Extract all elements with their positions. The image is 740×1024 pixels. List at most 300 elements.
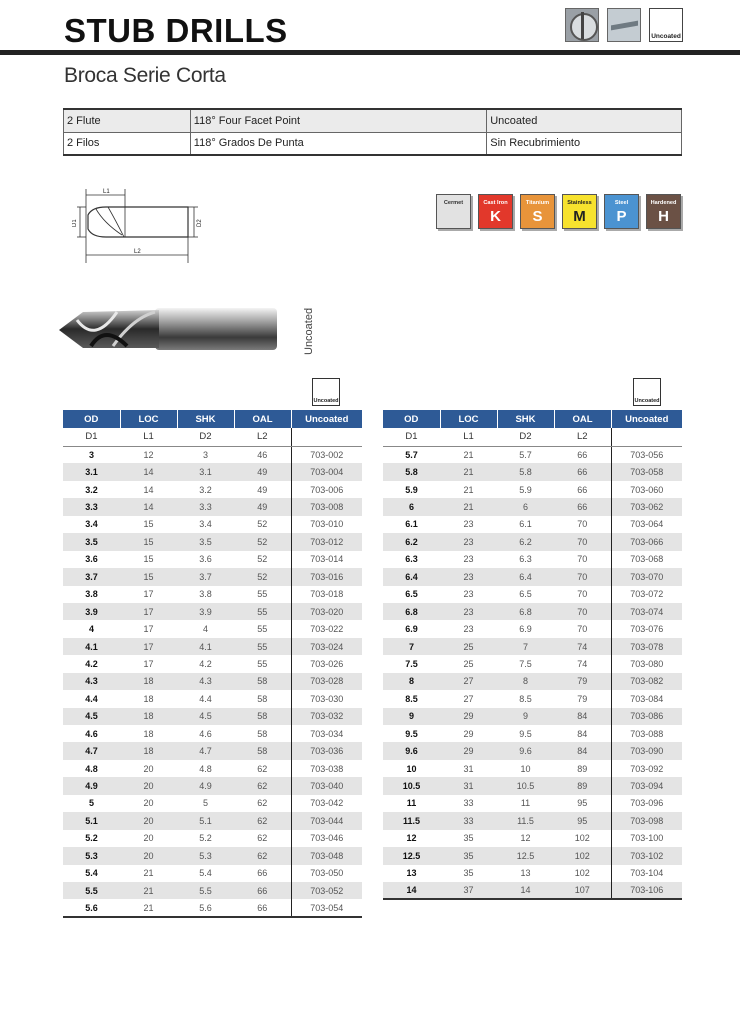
- spec-cell-flutes: 2 Flute: [64, 109, 191, 132]
- cell-loc: 17: [143, 589, 154, 600]
- cell-loc: 14: [143, 484, 154, 495]
- table-row: [63, 481, 362, 498]
- table-row: [383, 586, 682, 603]
- cell-oal: 102: [574, 868, 590, 879]
- table-row: [383, 708, 682, 725]
- cell-oal: 52: [257, 519, 268, 530]
- table-row: [63, 516, 362, 533]
- cell-part-number: 703-006: [291, 481, 362, 498]
- cell-shk: 3.7: [177, 568, 234, 585]
- cell-part-number: 703-054: [291, 899, 362, 916]
- cell-part-number: 703-102: [611, 847, 682, 864]
- table-row: [383, 865, 682, 882]
- table-row: [383, 481, 682, 498]
- table-row: [383, 673, 682, 690]
- cell-loc: 15: [120, 533, 177, 550]
- spec-cell-point: 118° Four Facet Point: [190, 109, 486, 132]
- cell-od: 11: [406, 798, 417, 809]
- cell-loc: 23: [463, 624, 474, 635]
- cell-od: 5.6: [63, 899, 120, 916]
- cell-loc: 23: [463, 589, 474, 600]
- table-row: [383, 830, 682, 847]
- cell-loc: 18: [143, 693, 154, 704]
- cell-od: 5.7: [405, 449, 418, 460]
- diagram-label-l1: L1: [103, 189, 110, 195]
- cell-part-number: 703-038: [291, 760, 362, 777]
- cell-loc: 29: [440, 742, 497, 759]
- cell-part-number: 703-044: [291, 812, 362, 829]
- material-badge-hardened: [646, 194, 681, 229]
- unit-l2: L2: [234, 428, 291, 446]
- cell-od: 13: [406, 868, 417, 879]
- cell-loc: 20: [120, 777, 177, 794]
- material-badge-cermet: [436, 194, 471, 229]
- cell-loc: 20: [120, 847, 177, 864]
- cell-od: 9: [383, 708, 440, 725]
- cell-part-number: 703-034: [291, 725, 362, 742]
- cell-oal: 102: [574, 833, 590, 844]
- table-body: [383, 446, 682, 899]
- header-icons: [565, 8, 683, 42]
- table-row: [383, 603, 682, 620]
- cell-od: 5.9: [405, 484, 418, 495]
- cell-loc: 18: [120, 673, 177, 690]
- cell-part-number: 703-036: [291, 742, 362, 759]
- cell-od: 4.7: [63, 742, 120, 759]
- cell-part-number: 703-092: [611, 760, 682, 777]
- cell-shk: 5.5: [177, 882, 234, 899]
- cell-od: 10: [406, 763, 417, 774]
- cell-oal: 52: [257, 554, 268, 565]
- cell-oal: 107: [554, 882, 611, 899]
- cell-shk: 6: [497, 498, 554, 515]
- cell-part-number: 703-062: [611, 498, 682, 515]
- cell-shk: 3.3: [177, 498, 234, 515]
- cell-loc: 17: [120, 638, 177, 655]
- cell-od: 3.7: [63, 568, 120, 585]
- cell-oal: 89: [577, 763, 588, 774]
- spec-row: [64, 132, 682, 155]
- table-row: [383, 760, 682, 777]
- left-table-uncoated-icon: [312, 378, 340, 406]
- drill-coating-caption: Uncoated: [303, 307, 315, 355]
- cell-oal: 66: [554, 498, 611, 515]
- drill-side-view-icon: [607, 8, 641, 42]
- cell-part-number: 703-068: [611, 551, 682, 568]
- cell-oal: 46: [257, 449, 268, 460]
- cell-od: 5.3: [63, 847, 120, 864]
- cell-oal: 84: [577, 728, 588, 739]
- table-body: [63, 446, 362, 917]
- cell-loc: 25: [463, 658, 474, 669]
- cell-shk: 5.2: [199, 833, 212, 844]
- cell-loc: 21: [143, 868, 154, 879]
- cell-loc: 27: [440, 673, 497, 690]
- cell-shk: 6.3: [519, 554, 532, 565]
- cell-shk: 7: [497, 638, 554, 655]
- cell-shk: 5.7: [519, 449, 532, 460]
- table-header-row: [383, 410, 682, 428]
- cell-part-number: 703-086: [611, 708, 682, 725]
- cell-oal: 58: [234, 742, 291, 759]
- table-row: [63, 463, 362, 480]
- cell-oal: 70: [577, 519, 588, 530]
- cell-shk: 11.5: [497, 812, 554, 829]
- table-row: [63, 446, 362, 463]
- cell-od: 12: [406, 833, 417, 844]
- cell-oal: 52: [234, 533, 291, 550]
- cell-shk: 3: [202, 449, 208, 460]
- cell-od: 4.4: [85, 693, 98, 704]
- cell-part-number: 703-084: [611, 690, 682, 707]
- cell-oal: 74: [554, 638, 611, 655]
- drill-table-right: [383, 410, 682, 900]
- cell-shk: 7.5: [519, 658, 532, 669]
- cell-loc: 15: [143, 554, 154, 565]
- column-header-shk: SHK: [177, 410, 234, 428]
- cell-loc: 21: [440, 498, 497, 515]
- cell-part-number: 703-030: [291, 690, 362, 707]
- cell-shk: 3.6: [199, 554, 212, 565]
- dimension-diagram: [72, 185, 222, 265]
- table-row: [383, 847, 682, 864]
- cell-oal: 70: [554, 603, 611, 620]
- cell-oal: 79: [554, 673, 611, 690]
- cell-oal: 84: [554, 742, 611, 759]
- cell-part-number: 703-016: [291, 568, 362, 585]
- table-units-row: [63, 428, 362, 446]
- cell-shk: 3.1: [177, 463, 234, 480]
- cell-loc: 25: [440, 638, 497, 655]
- material-name: Cermet: [443, 200, 464, 206]
- cell-part-number: 703-052: [291, 882, 362, 899]
- cell-od: 6.5: [405, 589, 418, 600]
- column-header-loc: LOC: [120, 410, 177, 428]
- table-row: [383, 533, 682, 550]
- diagram-label-l2: L2: [134, 249, 141, 255]
- cell-od: 3.5: [63, 533, 120, 550]
- cell-loc: 14: [120, 463, 177, 480]
- cell-shk: 4.9: [177, 777, 234, 794]
- cell-part-number: 703-048: [291, 847, 362, 864]
- cell-od: 7.5: [405, 658, 418, 669]
- cell-oal: 79: [577, 693, 588, 704]
- cell-shk: 3.2: [199, 484, 212, 495]
- cell-shk: 10: [520, 763, 531, 774]
- unit-d2: D2: [497, 428, 554, 446]
- cell-oal: 62: [234, 812, 291, 829]
- table-row: [383, 777, 682, 794]
- cell-od: 5: [88, 798, 94, 809]
- cell-od: 9.6: [383, 742, 440, 759]
- cell-oal: 55: [257, 624, 268, 635]
- cell-loc: 23: [440, 603, 497, 620]
- cell-shk: 4.2: [199, 658, 212, 669]
- cell-od: 5.1: [63, 812, 120, 829]
- cell-shk: 9.6: [497, 742, 554, 759]
- unit-l1: L1: [120, 428, 177, 446]
- cell-oal: 55: [257, 658, 268, 669]
- cell-shk: 6.1: [519, 519, 532, 530]
- table-row: [63, 830, 362, 847]
- cell-part-number: 703-032: [291, 708, 362, 725]
- material-badge-cast-iron: [478, 194, 513, 229]
- cell-od: 6.2: [383, 533, 440, 550]
- cell-oal: 66: [234, 899, 291, 916]
- cell-oal: 52: [234, 568, 291, 585]
- cell-loc: 12: [143, 449, 154, 460]
- cell-shk: 6.9: [519, 624, 532, 635]
- cell-part-number: 703-082: [611, 673, 682, 690]
- cell-shk: 6.8: [497, 603, 554, 620]
- cell-od: 4.6: [85, 728, 98, 739]
- table-row: [383, 620, 682, 637]
- cell-oal: 62: [257, 798, 268, 809]
- cell-oal: 66: [257, 868, 268, 879]
- cell-od: 4.1: [63, 638, 120, 655]
- uncoated-badge-label: Uncoated: [651, 33, 681, 40]
- material-name: Stainless: [567, 200, 592, 206]
- cell-part-number: 703-100: [611, 830, 682, 847]
- diagram-label-d1: D1: [72, 219, 78, 227]
- cell-loc: 18: [120, 742, 177, 759]
- page-subtitle: Broca Serie Corta: [64, 64, 226, 87]
- badge-label: Uncoated: [313, 398, 339, 404]
- cell-part-number: 703-080: [611, 655, 682, 672]
- column-header-shk: SHK: [497, 410, 554, 428]
- cell-part-number: 703-004: [291, 463, 362, 480]
- column-header-od: OD: [383, 410, 440, 428]
- cell-shk: 11: [520, 798, 531, 809]
- cell-loc: 17: [120, 603, 177, 620]
- cell-oal: 58: [234, 708, 291, 725]
- table-row: [63, 708, 362, 725]
- cell-od: 4.9: [63, 777, 120, 794]
- cell-shk: 4.5: [177, 708, 234, 725]
- cell-loc: 23: [440, 533, 497, 550]
- column-header-loc: LOC: [440, 410, 497, 428]
- uncoated-badge-icon: [649, 8, 683, 42]
- cell-od: 3.1: [63, 463, 120, 480]
- cell-od: 11.5: [383, 812, 440, 829]
- table-row: [383, 568, 682, 585]
- cell-shk: 5.8: [497, 463, 554, 480]
- table-row: [383, 690, 682, 707]
- cell-part-number: 703-008: [291, 498, 362, 515]
- cell-od: 3: [88, 449, 94, 460]
- cell-shk: 4.3: [177, 673, 234, 690]
- cell-oal: 70: [554, 568, 611, 585]
- cell-loc: 17: [143, 624, 154, 635]
- cell-part-number: 703-026: [291, 655, 362, 672]
- spec-cell-coating: Sin Recubrimiento: [487, 132, 682, 155]
- table-row: [383, 812, 682, 829]
- cell-loc: 27: [463, 693, 474, 704]
- material-name: Cast Iron: [483, 200, 508, 206]
- table-row: [63, 498, 362, 515]
- cell-od: 5.4: [85, 868, 98, 879]
- table-row: [63, 551, 362, 568]
- cell-shk: 5.9: [519, 484, 532, 495]
- cell-od: 5.2: [85, 833, 98, 844]
- cell-loc: 21: [120, 882, 177, 899]
- table-row: [63, 742, 362, 759]
- cell-oal: 95: [577, 798, 588, 809]
- cell-od: 6.8: [383, 603, 440, 620]
- table-row: [383, 446, 682, 463]
- cell-loc: 29: [440, 708, 497, 725]
- cell-loc: 33: [440, 812, 497, 829]
- table-row: [63, 568, 362, 585]
- cell-part-number: 703-022: [291, 620, 362, 637]
- cell-loc: 20: [143, 833, 154, 844]
- cell-shk: 6.5: [519, 589, 532, 600]
- cell-loc: 23: [440, 568, 497, 585]
- cell-od: 3.9: [63, 603, 120, 620]
- cell-part-number: 703-028: [291, 673, 362, 690]
- cell-part-number: 703-072: [611, 586, 682, 603]
- cell-part-number: 703-012: [291, 533, 362, 550]
- cell-shk: 4.7: [177, 742, 234, 759]
- material-badge-steel: [604, 194, 639, 229]
- material-letter: K: [490, 208, 501, 225]
- table-row: [383, 638, 682, 655]
- cell-loc: 31: [440, 777, 497, 794]
- cell-loc: 31: [463, 763, 474, 774]
- cell-part-number: 703-090: [611, 742, 682, 759]
- column-header-uncoated: Uncoated: [291, 410, 362, 428]
- table-row: [63, 690, 362, 707]
- cell-part-number: 703-024: [291, 638, 362, 655]
- material-badges: [436, 194, 681, 229]
- cell-loc: 21: [463, 449, 474, 460]
- table-row: [63, 586, 362, 603]
- cell-shk: 5.3: [177, 847, 234, 864]
- cell-shk: 8.5: [519, 693, 532, 704]
- cell-part-number: 703-058: [611, 463, 682, 480]
- diagram-label-d2: D2: [197, 219, 203, 227]
- cell-shk: 12: [520, 833, 531, 844]
- table-row: [63, 865, 362, 882]
- cell-oal: 66: [234, 882, 291, 899]
- material-name: Steel: [614, 200, 629, 206]
- table-row: [383, 795, 682, 812]
- table-row: [63, 725, 362, 742]
- cell-part-number: 703-040: [291, 777, 362, 794]
- unit-d1: D1: [63, 428, 120, 446]
- cell-loc: 15: [143, 519, 154, 530]
- cell-part-number: 703-098: [611, 812, 682, 829]
- cell-oal: 70: [554, 533, 611, 550]
- cell-shk: 3.8: [199, 589, 212, 600]
- table-row: [63, 795, 362, 812]
- cell-shk: 4.8: [199, 763, 212, 774]
- unit-l1: L1: [440, 428, 497, 446]
- drill-table-left: [63, 410, 362, 918]
- table-row: [383, 551, 682, 568]
- cell-oal: 70: [577, 554, 588, 565]
- cell-shk: 4: [202, 624, 208, 635]
- cell-loc: 29: [463, 728, 474, 739]
- cell-part-number: 703-010: [291, 516, 362, 533]
- material-letter: M: [573, 208, 586, 225]
- column-header-uncoated: Uncoated: [611, 410, 682, 428]
- cell-od: 7: [383, 638, 440, 655]
- cell-od: 6.1: [405, 519, 418, 530]
- cell-oal: 55: [234, 638, 291, 655]
- cell-part-number: 703-104: [611, 865, 682, 882]
- spec-row: [64, 109, 682, 132]
- cell-part-number: 703-046: [291, 830, 362, 847]
- cell-shk: 5.6: [177, 899, 234, 916]
- cell-od: 4.8: [85, 763, 98, 774]
- cell-oal: 58: [257, 728, 268, 739]
- cell-shk: 13: [520, 868, 531, 879]
- cell-part-number: 703-002: [291, 446, 362, 463]
- cell-part-number: 703-056: [611, 446, 682, 463]
- cell-part-number: 703-094: [611, 777, 682, 794]
- cell-od: 6.4: [383, 568, 440, 585]
- cell-shk: 9: [497, 708, 554, 725]
- cell-shk: 4.6: [199, 728, 212, 739]
- cell-oal: 95: [554, 812, 611, 829]
- cell-od: 5.8: [383, 463, 440, 480]
- cell-od: 3.8: [85, 589, 98, 600]
- table-row: [63, 620, 362, 637]
- cell-shk: 12.5: [497, 847, 554, 864]
- cell-od: 8.5: [405, 693, 418, 704]
- cell-loc: 20: [120, 812, 177, 829]
- cell-shk: 10.5: [497, 777, 554, 794]
- badge-label: Uncoated: [634, 398, 660, 404]
- cell-shk: 8: [497, 673, 554, 690]
- unit-blank: [291, 428, 362, 446]
- spec-table: [63, 108, 682, 156]
- cell-part-number: 703-018: [291, 586, 362, 603]
- cell-od: 6.9: [405, 624, 418, 635]
- cell-shk: 5.4: [199, 868, 212, 879]
- cell-od: 8: [383, 673, 440, 690]
- cell-oal: 102: [554, 847, 611, 864]
- cell-oal: 89: [554, 777, 611, 794]
- material-letter: H: [658, 208, 669, 225]
- table-row: [63, 812, 362, 829]
- cell-shk: 5: [202, 798, 208, 809]
- cell-loc: 21: [463, 484, 474, 495]
- spec-cell-point: 118° Grados De Punta: [190, 132, 486, 155]
- right-table-uncoated-icon: [633, 378, 661, 406]
- unit-blank: [611, 428, 682, 446]
- cell-shk: 3.5: [177, 533, 234, 550]
- table-row: [63, 638, 362, 655]
- cell-part-number: 703-078: [611, 638, 682, 655]
- cell-part-number: 703-020: [291, 603, 362, 620]
- cell-od: 6.3: [405, 554, 418, 565]
- column-header-od: OD: [63, 410, 120, 428]
- cell-od: 5.5: [63, 882, 120, 899]
- cell-oal: 49: [234, 498, 291, 515]
- cell-part-number: 703-070: [611, 568, 682, 585]
- cell-loc: 20: [143, 798, 154, 809]
- cell-shk: 3.4: [199, 519, 212, 530]
- cell-shk: 6.4: [497, 568, 554, 585]
- cell-shk: 3.9: [177, 603, 234, 620]
- cell-od: 3.6: [85, 554, 98, 565]
- table-row: [63, 603, 362, 620]
- table-units-row: [383, 428, 682, 446]
- material-letter: S: [532, 208, 543, 225]
- table-row: [63, 533, 362, 550]
